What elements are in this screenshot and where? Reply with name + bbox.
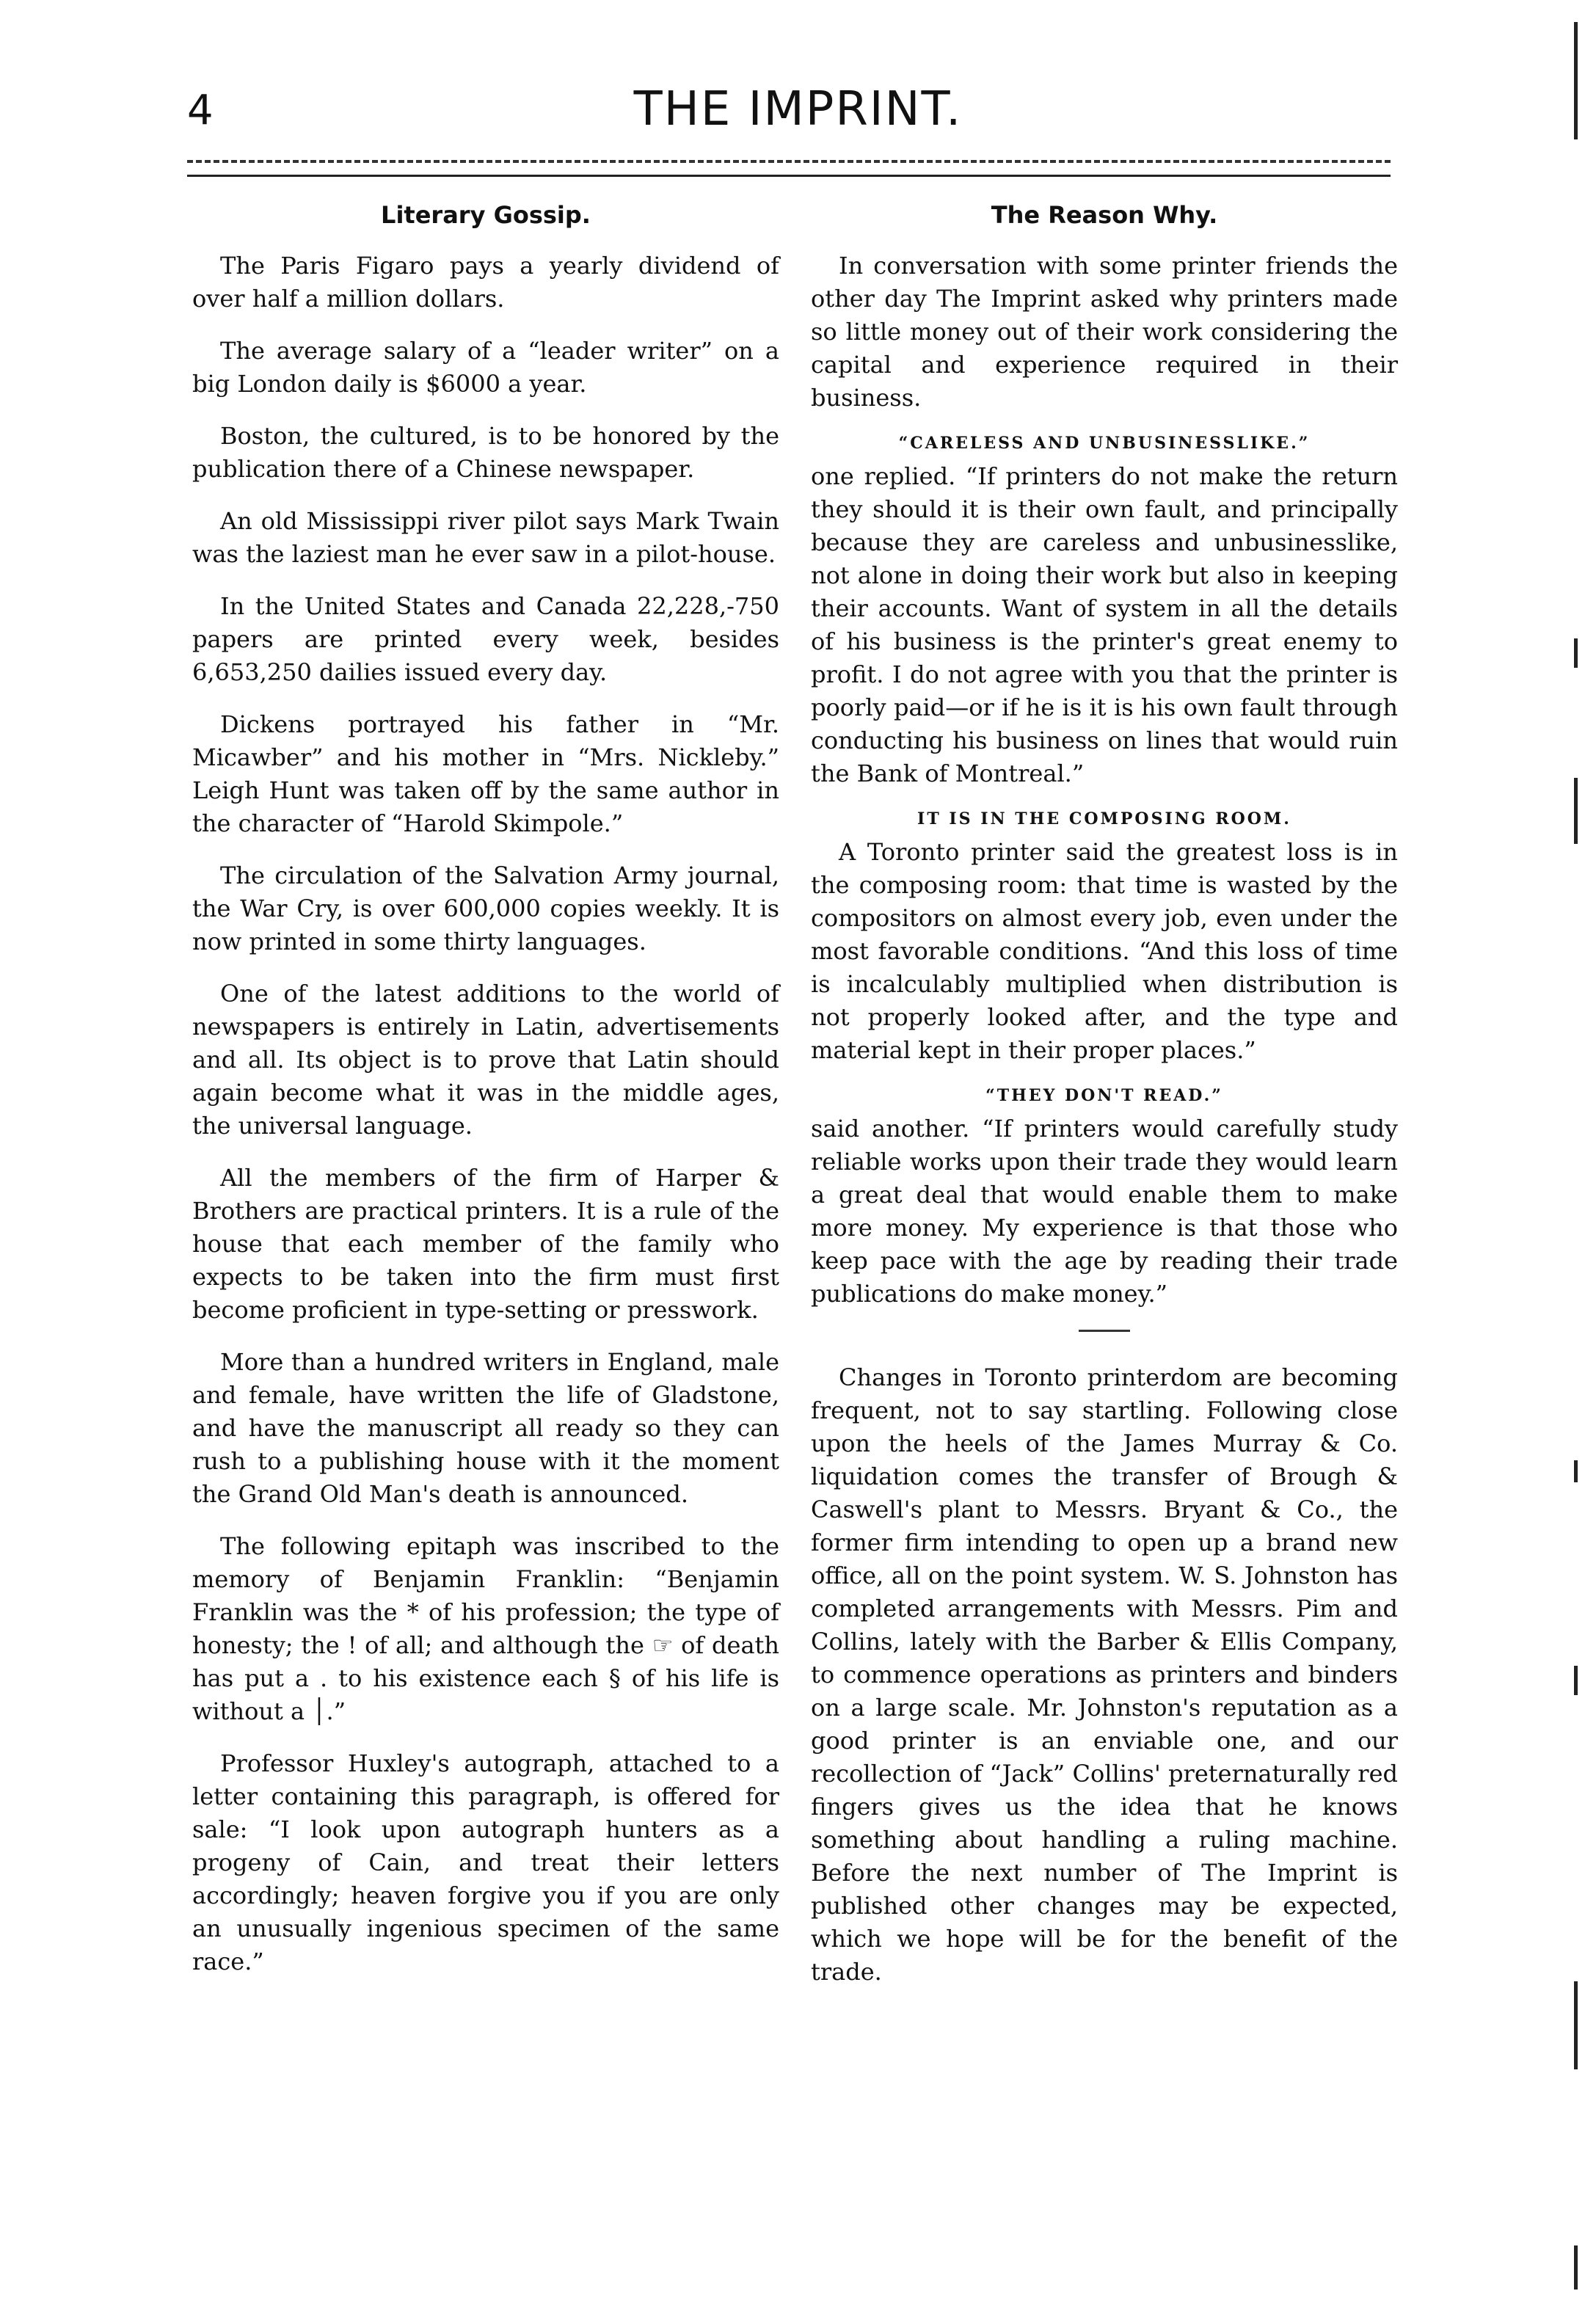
subhead-dont-read: “THEY DON'T READ.” [985, 1086, 1223, 1105]
gossip-item: In the United States and Canada 22,228,-750 papers are printed every week, besides 6,653,250 dailies issued every day. [192, 592, 779, 686]
header-rule-dashed [187, 160, 1391, 163]
section-text: A Toronto printer said the greatest loss is in the composing room: that time is wasted by the compositors on almost every job, even under the most favorable conditions. “And this loss of time is incalculably multiplied when distribution is not properly looked after, and the type and material kept in their proper places.” [811, 838, 1398, 1064]
scan-mark [1574, 1666, 1578, 1695]
gossip-item: An old Mississippi river pilot says Mark Twain was the laziest man he ever saw in a pilot-house. [192, 507, 779, 568]
gossip-item: The average salary of a “leader writer” on a big London daily is $6000 a year. [192, 337, 779, 398]
gossip-item: All the members of the firm of Harper & Brothers are practical printers. It is a rule of the house that each member of the family who expects to be taken into the firm must first become proficient in type-setting or presswork. [192, 1164, 779, 1324]
section-text: said another. “If printers would carefully study reliable works upon their trade they would learn a great deal that would enable them to make more money. My experience is that those who keep pace with the age by reading their trade publications do make money.” [811, 1115, 1398, 1308]
article-intro: In conversation with some printer friends the other day The Imprint asked why printers made so little money out of their work considering the capital and experience required in their business. [811, 252, 1398, 412]
section-divider [1079, 1330, 1130, 1332]
scan-mark [1574, 22, 1578, 139]
column-heading-literary-gossip: Literary Gossip. [381, 201, 591, 229]
gossip-item: More than a hundred writers in England, male and female, have written the life of Gladstone, and have the manuscript all ready so they can rush to a publishing house with it the moment the Grand Old Man's death is announced. [192, 1348, 779, 1508]
gossip-item: The circulation of the Salvation Army journal, the War Cry, is over 600,000 copies weekly. It is now printed in some thirty languages. [192, 862, 779, 955]
subhead-careless: “CARELESS AND UNBUSINESSLIKE.” [898, 434, 1311, 453]
changes-paragraph: Changes in Toronto printerdom are becoming frequent, not to say startling. Following close upon the heels of the James Murray & Co. liquidation comes the transfer of Brough & Caswell's plant to Messrs. Bryant & Co., the former firm intending to open up a brand new office, all on the point system. W. S. Johnston has completed arrangements with Messrs. Pim and Collins, lately with the Barber & Ellis Company, to commence operations as printers and binders on a large scale. Mr. Johnston's reputation as a good printer is an enviable one, and our recollection of “Jack” Collins' preternaturally red fingers gives us the idea that he knows something about handling a ruling machine. Before the next number of The Imprint is published other changes may be expected, which we hope will be for the benefit of the trade. [811, 1363, 1398, 1986]
header-rule [187, 175, 1391, 177]
gossip-item-huxley: Professor Huxley's autograph, attached to a letter containing this paragraph, is offered for sale: “I look upon autograph hunters as a progeny of Cain, and treat their letters accordingly; heaven forgive you if you are only an unusually ingenious specimen of the same race.” [192, 1749, 779, 1975]
scan-mark [1574, 1460, 1578, 1482]
gossip-item: Boston, the cultured, is to be honored by the publication there of a Chinese newspaper. [192, 422, 779, 483]
subhead-composing-room: IT IS IN THE COMPOSING ROOM. [917, 809, 1291, 828]
gossip-item: One of the latest additions to the world of newspapers is entirely in Latin, advertisements and all. Its object is to prove that Latin should again become what it was in the middle ages, the universal language. [192, 980, 779, 1140]
gossip-item-franklin-epitaph: The following epitaph was inscribed to the memory of Benjamin Franklin: “Benjamin Franklin was the * of his profession; the type of honesty; the ! of all; and although the ☞ of death has put a . to his existence each § of his life is without a │.” [192, 1532, 779, 1725]
scan-mark [1574, 638, 1578, 668]
page-number: 4 [187, 87, 214, 134]
section-text: one replied. “If printers do not make the return they should it is their own fault, and principally because they are careless and unbusinesslike, not alone in doing their work but also in keeping their accounts. Want of system in all the details of his business is the printer's great enemy to profit. I do not agree with you that the printer is poorly paid—or if he is it is his own fault through conducting his business on lines that would ruin the Bank of Montreal.” [811, 462, 1398, 787]
page-edge-scan-marks [1568, 0, 1583, 2324]
scan-mark [1574, 1981, 1578, 2069]
scan-mark [1574, 2245, 1578, 2290]
gossip-item: The Paris Figaro pays a yearly dividend of over half a million dollars. [192, 252, 779, 313]
left-column [192, 194, 779, 1997]
column-heading-reason-why: The Reason Why. [991, 201, 1218, 229]
right-column [811, 194, 1398, 2008]
scan-mark [1574, 778, 1578, 844]
running-title: THE IMPRINT. [633, 82, 963, 136]
gossip-item: Dickens portrayed his father in “Mr. Micawber” and his mother in “Mrs. Nickleby.” Leigh Hunt was taken off by the same author in the character of “Harold Skimpole.” [192, 710, 779, 837]
